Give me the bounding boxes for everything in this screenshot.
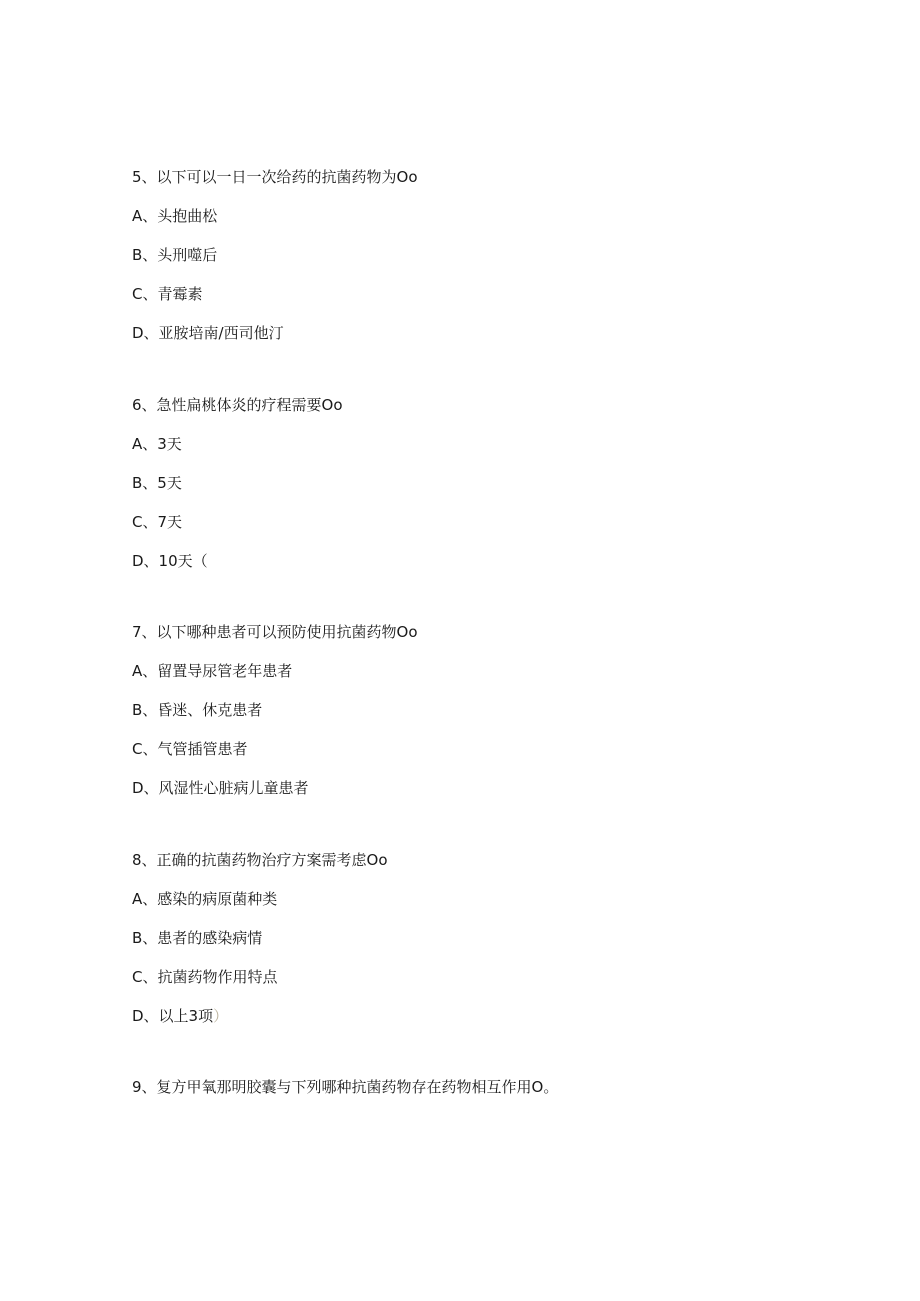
option-a: A、头抱曲松 <box>132 207 218 225</box>
option-suffix: ） <box>213 1007 229 1025</box>
question-8 <box>132 850 832 1045</box>
option-c: C、抗菌药物作用特点 <box>132 968 278 986</box>
option-c: C、青霉素 <box>132 285 203 303</box>
option-d: D、风湿性心脏病儿童患者 <box>132 779 309 797</box>
option-b: B、昏迷、休克患者 <box>132 701 263 719</box>
question-stem: 8、正确的抗菌药物治疗方案需考虑Oo <box>132 851 388 869</box>
option-c: C、气管插管患者 <box>132 740 248 758</box>
question-6 <box>132 395 832 590</box>
option-b: B、5天 <box>132 474 182 492</box>
question-stem: 9、复方甲氧那明胶囊与下列哪种抗菌药物存在药物相互作用O。 <box>132 1078 559 1096</box>
question-5 <box>132 167 832 362</box>
option-a: A、3天 <box>132 435 182 453</box>
option-d: D、10天（ <box>132 552 208 570</box>
option-a: A、留置导尿管老年患者 <box>132 662 293 680</box>
question-stem: 7、以下哪种患者可以预防使用抗菌药物Oo <box>132 623 418 641</box>
question-stem: 6、急性扁桃体炎的疗程需要Oo <box>132 396 343 414</box>
option-b: B、患者的感染病情 <box>132 929 263 947</box>
question-stem: 5、以下可以一日一次给药的抗菌药物为Oo <box>132 168 418 186</box>
question-9 <box>132 1077 832 1116</box>
option-b: B、头刑噬后 <box>132 246 218 264</box>
option-text: D、以上3项 <box>132 1007 214 1025</box>
option-c: C、7天 <box>132 513 183 531</box>
question-7 <box>132 622 832 817</box>
option-d <box>132 1006 832 1045</box>
option-a: A、感染的病原菌种类 <box>132 890 278 908</box>
option-d: D、亚胺培南/西司他汀 <box>132 324 284 342</box>
